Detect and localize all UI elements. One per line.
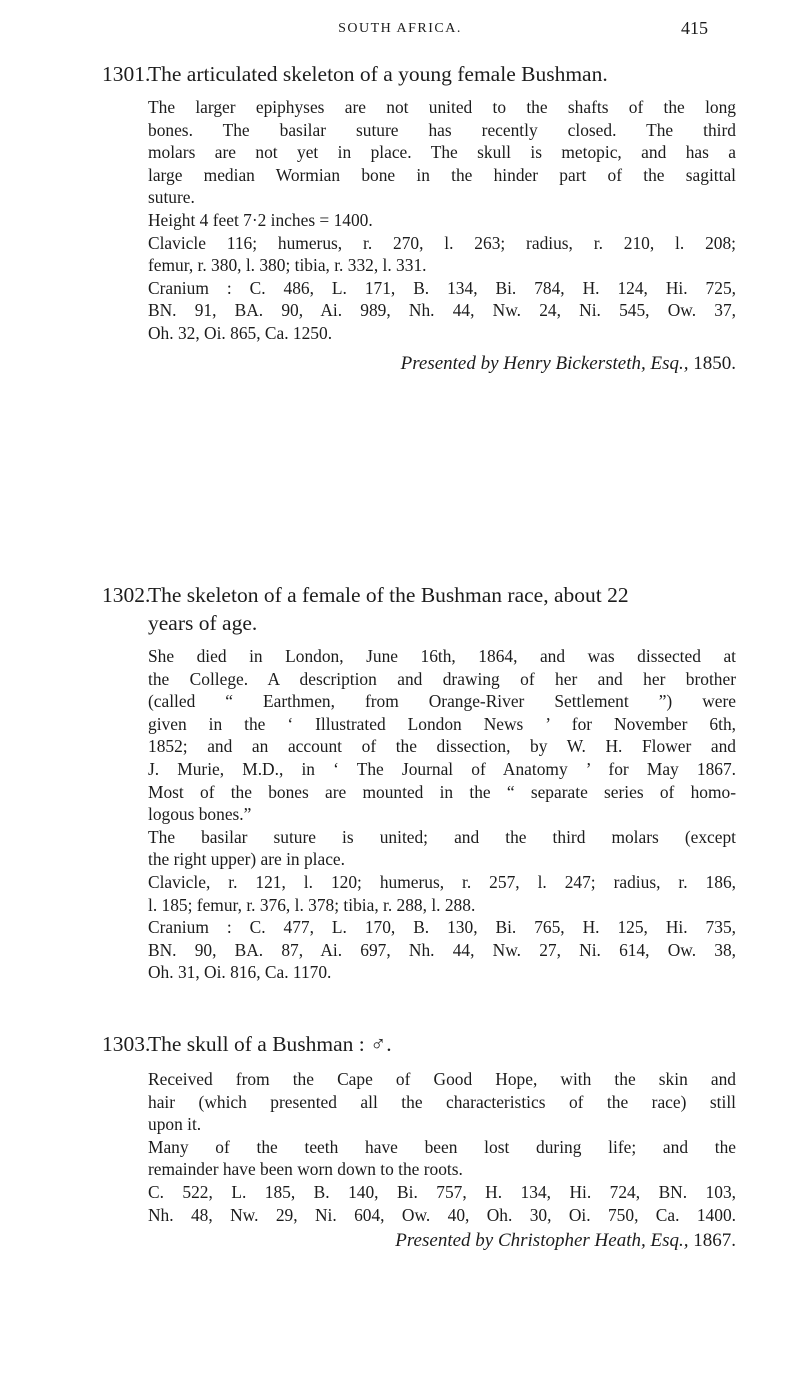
text-line: Cranium : C. 477, L. 170, B. 130, Bi. 765, H. 125, Hi. 735, bbox=[148, 917, 736, 938]
entry-description bbox=[148, 96, 736, 345]
text-line: suture. bbox=[148, 187, 195, 208]
text-line: remainder have been worn down to the roots. bbox=[148, 1159, 463, 1180]
text-line: bones. The basilar suture has recently closed. The third bbox=[148, 119, 736, 140]
text-line: BN. 90, BA. 87, Ai. 697, Nh. 44, Nw. 27, Ni. 614, Ow. 38, bbox=[148, 939, 736, 960]
text-line: Oh. 32, Oi. 865, Ca. 1250. bbox=[148, 322, 333, 343]
running-title: SOUTH AFRICA. bbox=[338, 21, 462, 36]
text-line: logous bones.” bbox=[148, 804, 252, 825]
entry-title-line: years of age. bbox=[148, 611, 258, 635]
donor-text: Presented by Henry Bickersteth, Esq., bbox=[400, 352, 689, 374]
entry-heading bbox=[102, 581, 736, 637]
entry-title: The articulated skeleton of a young female Bushman. bbox=[148, 62, 608, 86]
text-line: The basilar suture is united; and the third molars (except bbox=[148, 826, 736, 847]
donation-year: 1867. bbox=[693, 1230, 736, 1252]
text-line: Many of the teeth have been lost during life; and the bbox=[148, 1136, 736, 1157]
text-line: The larger epiphyses are not united to the shafts of the long bbox=[148, 97, 736, 117]
entry-title-block bbox=[148, 581, 736, 637]
text-line: the right upper) are in place. bbox=[148, 849, 346, 870]
text-line: Clavicle, r. 121, l. 120; humerus, r. 257, l. 247; radius, r. 186, bbox=[148, 871, 736, 892]
entry-heading bbox=[102, 1030, 736, 1058]
entry-number: 1303. bbox=[102, 1032, 151, 1056]
catalogue-entry-1303 bbox=[0, 1030, 800, 1254]
text-line: Nh. 48, Nw. 29, Ni. 604, Ow. 40, Oh. 30, Oi. 750, Ca. 1400. bbox=[148, 1204, 736, 1225]
text-line: molars are not yet in place. The skull is metopic, and has a bbox=[148, 142, 736, 163]
text-line: Cranium : C. 486, L. 171, B. 134, Bi. 784, H. 124, Hi. 725, bbox=[148, 277, 736, 298]
text-line: upon it. bbox=[148, 1114, 202, 1135]
entry-title-line: The skeleton of a female of the Bushman race, about 22 bbox=[148, 583, 629, 607]
entry-number: 1302. bbox=[102, 583, 151, 607]
presented-by bbox=[0, 351, 736, 377]
text-line: Oh. 31, Oi. 816, Ca. 1170. bbox=[148, 962, 332, 983]
text-line: given in the ‘ Illustrated London News ’ for November 6th, bbox=[148, 713, 736, 734]
text-line: Height 4 feet 7·2 inches = 1400. bbox=[148, 209, 373, 230]
catalogue-entry-1301 bbox=[0, 60, 800, 377]
text-line: BN. 91, BA. 90, Ai. 989, Nh. 44, Nw. 24, Ni. 545, Ow. 37, bbox=[148, 300, 736, 321]
text-line: the College. A description and drawing of her and her brother bbox=[148, 668, 736, 689]
catalogue-entry-1302 bbox=[0, 581, 800, 984]
text-line: Clavicle 116; humerus, r. 270, l. 263; radius, r. 210, l. 208; bbox=[148, 232, 736, 253]
text-line: J. Murie, M.D., in ‘ The Journal of Anatomy ’ for May 1867. bbox=[148, 758, 736, 779]
entry-heading bbox=[102, 60, 736, 88]
entry-description bbox=[148, 1068, 736, 1226]
text-line: l. 185; femur, r. 376, l. 378; tibia, r. 288, l. 288. bbox=[148, 894, 476, 915]
text-line: Received from the Cape of Good Hope, with the skin and bbox=[148, 1069, 736, 1089]
text-line: 1852; and an account of the dissection, by W. H. Flower and bbox=[148, 736, 736, 757]
entry-description bbox=[148, 645, 736, 984]
text-line: She died in London, June 16th, 1864, and was dissected at bbox=[148, 646, 736, 666]
presented-by bbox=[0, 1228, 736, 1254]
text-line: (called “ Earthmen, from Orange-River Settlement ”) were bbox=[148, 691, 736, 712]
donor-text: Presented by Christopher Heath, Esq., bbox=[395, 1230, 689, 1252]
text-line: Most of the bones are mounted in the “ separate series of homo- bbox=[148, 781, 736, 802]
text-line: femur, r. 380, l. 380; tibia, r. 332, l. 331. bbox=[148, 255, 427, 276]
text-line: C. 522, L. 185, B. 140, Bi. 757, H. 134, Hi. 724, BN. 103, bbox=[148, 1181, 736, 1202]
entry-title: The skull of a Bushman : ♂. bbox=[148, 1032, 392, 1056]
text-line: hair (which presented all the characteristics of the race) still bbox=[148, 1091, 736, 1112]
entry-number: 1301. bbox=[102, 62, 151, 86]
running-header bbox=[0, 18, 800, 42]
donation-year: 1850. bbox=[693, 352, 736, 374]
text-line: large median Wormian bone in the hinder part of the sagittal bbox=[148, 164, 736, 185]
page-number: 415 bbox=[681, 18, 708, 38]
